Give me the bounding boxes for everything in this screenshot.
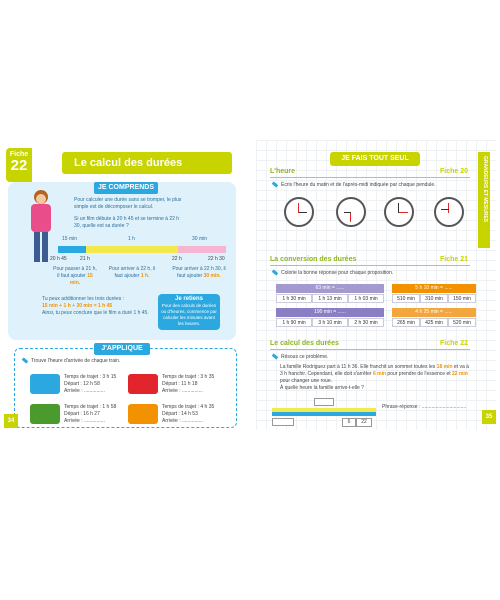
page-number-right: 35 xyxy=(482,410,496,424)
je-retiens-title: Je retiens xyxy=(174,296,204,302)
answer-box-22[interactable]: 22 xyxy=(356,418,372,427)
train-info-2: Temps de trajet : 3 h 35 Départ : 11 h 18 Arrivée : ............... xyxy=(162,374,215,394)
timeline-time-4: 22 h 30 xyxy=(208,256,225,262)
conversion-option[interactable]: 425 min xyxy=(420,318,448,327)
section-conversion-instruction: Colorie la bonne réponse pour chaque proposition. xyxy=(272,270,472,277)
conversion-option[interactable]: 310 min xyxy=(420,294,448,303)
sum-block xyxy=(42,296,152,317)
step-1: Pour passer à 21 h, il faut ajouter 15 min. xyxy=(53,266,97,286)
fiche-label: Fiche xyxy=(9,151,29,158)
conversion-option[interactable]: 1 h 13 min xyxy=(312,294,348,303)
je-comprends-pill: JE COMPRENDS xyxy=(94,182,158,194)
sum-formula: 15 min + 1 h + 30 min = 1 h 45 xyxy=(42,303,113,309)
timeline xyxy=(50,236,228,266)
intro-text: Pour calculer une durée sans se tromper, le plus simple est de décomposer le calcul. xyxy=(74,197,182,210)
conclusion: Ainsi, tu peux conclure que le film a duré 1 h 45. xyxy=(42,310,149,316)
pencil-icon xyxy=(272,182,279,188)
section-calcul-ref: Fiche 22 xyxy=(440,340,469,347)
timeline-label-1: 15 min xyxy=(62,236,78,242)
conversion-option[interactable]: 520 min xyxy=(448,318,476,327)
clock-1 xyxy=(284,197,314,227)
segment-1h xyxy=(86,246,178,253)
problem-text: La famille Rodriguez part à 11 h 36. Elle franchit un sommet toutes les 18 min et va à 3 h franchir. Cependant, elle doit s'arrêter 6 min pour prendre de l'essence et 22 min pour changer une roue. À quelle heure la famille arrive-t-elle ? xyxy=(280,364,469,391)
side-tab xyxy=(478,152,490,248)
page-title xyxy=(62,152,232,174)
sum-intro: Tu peux additionner les trois durées : xyxy=(42,296,125,302)
train-icon-4 xyxy=(128,404,158,424)
conversion-question-1: 63 min = ...... xyxy=(276,284,384,293)
train-info-1: Temps de trajet : 3 h 15 Départ : 12 h 58 Arrivée : ............... xyxy=(64,374,117,394)
conversion-option[interactable]: 510 min xyxy=(392,294,420,303)
train-info-3: Temps de trajet : 1 h 58 Départ : 16 h 27 Arrivée : ............... xyxy=(64,404,117,424)
conversion-option[interactable]: 3 h 10 min xyxy=(312,318,348,327)
step-3: Pour arriver à 22 h 30, il faut ajouter 30 min. xyxy=(172,266,226,279)
conversion-option[interactable]: 1 h 03 min xyxy=(348,294,384,303)
train-icon-3 xyxy=(30,404,60,424)
divider xyxy=(270,349,470,350)
fiche-number: 22 xyxy=(10,157,28,174)
clock-3 xyxy=(384,197,414,227)
answer-box-6[interactable]: 6 xyxy=(342,418,356,427)
conversion-question-3: 190 min = ...... xyxy=(276,308,384,317)
timeline-time-2: 21 h xyxy=(80,256,90,262)
fiche-tab xyxy=(6,148,32,182)
conversion-option[interactable]: 265 min xyxy=(392,318,420,327)
section-heure-ref: Fiche 20 xyxy=(440,168,469,175)
answer-box-left[interactable] xyxy=(272,418,294,426)
step-2: Pour arriver à 22 h, il faut ajouter 1 h. xyxy=(108,266,156,279)
page-number-left: 34 xyxy=(4,414,18,428)
conversion-question-4: 4 h 25 min = ...... xyxy=(392,308,476,317)
pencil-icon xyxy=(22,358,29,364)
exercise-instruction xyxy=(22,358,222,365)
pencil-icon xyxy=(272,354,279,360)
train-icon-1 xyxy=(30,374,60,394)
section-heure-title: L'heure xyxy=(270,168,296,175)
je-fais-tout-seul-header: JE FAIS TOUT SEUL xyxy=(330,152,420,166)
pencil-icon xyxy=(272,270,279,276)
clock-4 xyxy=(434,197,464,227)
section-heure-instruction: Écris l'heure du matin et de l'après-midi indiquée par chaque pendule. xyxy=(272,182,472,189)
je-retiens-box xyxy=(158,294,220,330)
segment-30min xyxy=(178,246,226,253)
clock-2 xyxy=(336,197,366,227)
side-tab-text: GRANDEURS ET MESURES xyxy=(482,156,488,223)
timeline-label-2: 1 h xyxy=(128,236,135,242)
train-info-4: Temps de trajet : 4 h 35 Départ : 14 h 53 Arrivée : ............... xyxy=(162,404,215,424)
conversion-option[interactable]: 150 min xyxy=(448,294,476,303)
conversion-option[interactable]: 1 h 30 min xyxy=(276,294,312,303)
conversion-option[interactable]: 2 h 30 min xyxy=(348,318,384,327)
section-conversion-title: La conversion des durées xyxy=(270,256,357,263)
je-retiens-text: Pour des calculs de durées ou d'heures, commence par calculer les minutes avant les heures. xyxy=(161,303,217,326)
section-conversion-ref: Fiche 21 xyxy=(440,256,469,263)
example-text: Si un film débute à 20 h 45 et se termine à 22 h 30, quelle est sa durée ? xyxy=(74,216,180,229)
page-title-text: Le calcul des durées xyxy=(74,157,183,169)
section-calcul-instruction: Résous ce problème. xyxy=(272,354,472,361)
divider xyxy=(270,177,470,178)
phrase-reponse[interactable]: Phrase-réponse : ................................ xyxy=(382,404,467,410)
timeline-time-1: 20 h 45 xyxy=(50,256,67,262)
segment-15min xyxy=(58,246,86,253)
exercise-text: Trouve l'heure d'arrivée de chaque train. xyxy=(31,358,121,364)
timeline-label-3: 30 min xyxy=(192,236,208,242)
section-calcul-title: Le calcul des durées xyxy=(270,340,339,347)
japplique-pill: J'APPLIQUE xyxy=(94,343,150,355)
divider xyxy=(270,265,470,266)
time-bar-blue xyxy=(272,412,376,416)
train-icon-2 xyxy=(128,374,158,394)
conversion-option[interactable]: 1 h 90 min xyxy=(276,318,312,327)
timeline-time-3: 22 h xyxy=(172,256,182,262)
conversion-question-2: 5 h 10 min = ...... xyxy=(392,284,476,293)
answer-box-top[interactable] xyxy=(314,398,334,406)
